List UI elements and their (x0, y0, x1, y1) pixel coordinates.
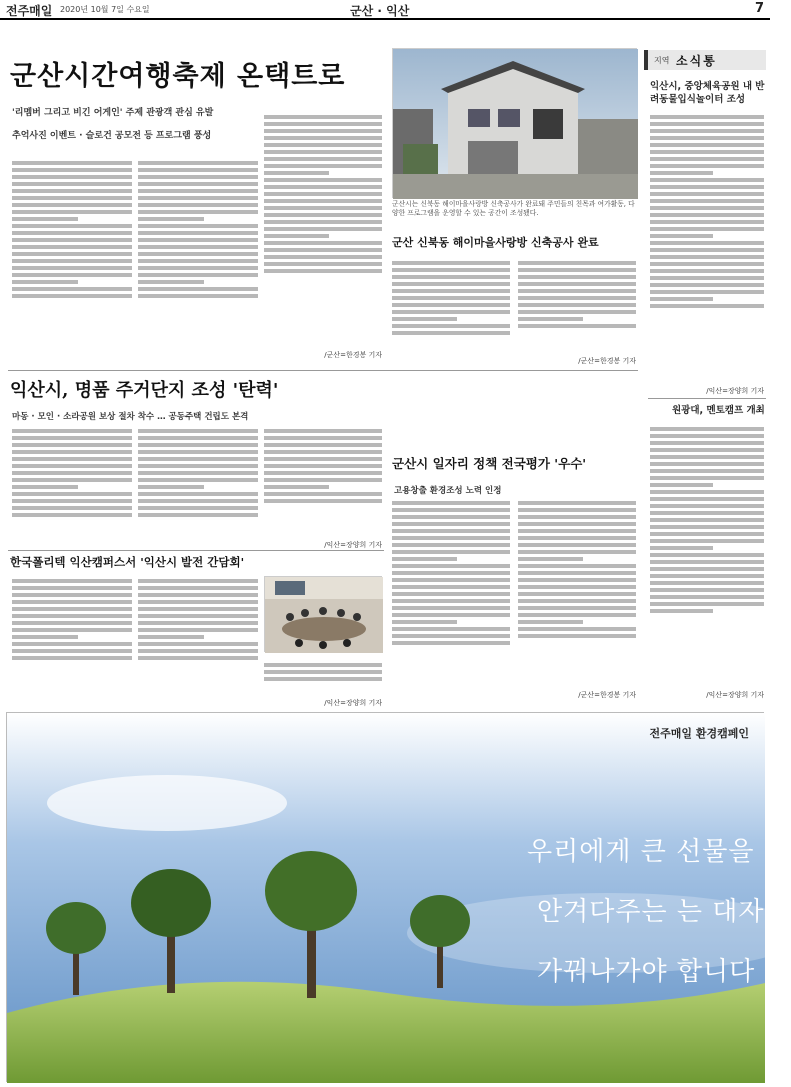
text-line (138, 238, 258, 242)
text-line (518, 508, 636, 512)
text-line (264, 450, 382, 454)
text-line (518, 564, 636, 568)
text-line (12, 189, 132, 193)
text-line (392, 634, 510, 638)
text-line (138, 203, 258, 207)
housing-body-col-2 (138, 426, 258, 550)
text-line (392, 564, 510, 568)
text-line (138, 245, 258, 249)
text-line (650, 455, 764, 459)
text-line (138, 499, 258, 503)
housing-byline: /익산=장양희 기자 (324, 541, 382, 549)
text-line (650, 164, 764, 168)
text-line (392, 592, 510, 596)
text-line (650, 297, 713, 301)
text-line (392, 303, 510, 307)
text-line (518, 275, 636, 279)
community-headline: 군산 신북동 해이마을사랑방 신축공사 완료 (392, 236, 599, 249)
text-line (138, 600, 258, 604)
text-line (138, 635, 204, 639)
text-line (138, 513, 258, 517)
text-line (518, 585, 636, 589)
text-line (392, 613, 510, 617)
community-byline: /군산=한경봉 기자 (578, 357, 636, 365)
text-line (12, 600, 132, 604)
text-line (650, 469, 764, 473)
festival-subhead-2: 추억사진 이벤트 · 슬로건 공모전 등 프로그램 풍성 (12, 131, 212, 141)
text-line (264, 122, 382, 126)
text-line (650, 157, 764, 161)
text-line (518, 599, 636, 603)
text-line (138, 586, 258, 590)
text-line (650, 255, 764, 259)
text-line (392, 571, 510, 575)
text-line (12, 579, 132, 583)
text-line (12, 287, 132, 291)
text-line (138, 621, 258, 625)
text-line (264, 429, 382, 433)
text-line (264, 206, 382, 210)
lit-body-col-1 (12, 576, 132, 698)
text-line (138, 196, 258, 200)
housing-body-col-3 (264, 426, 382, 538)
text-line (392, 529, 510, 533)
text-line (518, 571, 636, 575)
text-line (518, 268, 636, 272)
text-line (12, 471, 132, 475)
text-line (264, 492, 382, 496)
sidebar-item2-byline: /익산=장양희 기자 (706, 691, 764, 699)
text-line (138, 168, 258, 172)
text-line (138, 656, 258, 660)
text-line (392, 620, 457, 624)
text-line (518, 282, 636, 286)
text-line (264, 143, 382, 147)
newspaper-name: 전주매일 (6, 4, 53, 18)
text-line (12, 217, 78, 221)
text-line (650, 185, 764, 189)
text-line (138, 266, 258, 270)
community-body-col-1 (392, 258, 510, 364)
text-line (12, 245, 132, 249)
text-line (264, 471, 382, 475)
housing-body-col-1 (12, 426, 132, 550)
text-line (392, 641, 510, 645)
meeting-photo (264, 576, 382, 652)
text-line (12, 238, 132, 242)
text-line (12, 266, 132, 270)
text-line (392, 296, 510, 300)
text-line (12, 506, 132, 510)
text-line (138, 259, 258, 263)
housing-subhead: 마동 · 모인 · 소라공원 보상 절차 착수 … 공동주택 건립도 본격 (12, 412, 249, 422)
text-line (12, 175, 132, 179)
policy-subhead: 고용창출 환경조성 노력 인정 (394, 486, 502, 496)
building-photo (392, 48, 637, 198)
sidebar-item1-byline: /익산=장양희 기자 (706, 387, 764, 395)
text-line (650, 122, 764, 126)
text-line (12, 168, 132, 172)
section-divider (8, 370, 638, 371)
policy-headline: 군산시 일자리 정책 전국평가 '우수' (392, 456, 587, 471)
text-line (138, 614, 258, 618)
environment-campaign-ad (6, 712, 791, 1082)
ad-slogan-line-1: 우리에게 큰 선물을 (527, 837, 755, 867)
policy-body-col-2 (518, 498, 636, 688)
text-line (650, 304, 764, 308)
text-line (12, 607, 132, 611)
text-line (264, 129, 382, 133)
text-line (650, 490, 764, 494)
text-line (650, 560, 764, 564)
building-photo-caption: 군산시는 신북동 해이마을사랑방 신축공사가 완료돼 주민들의 친목과 여가활동, 다양한 프로그램을 운영할 수 있는 공간이 조성됐다. (392, 200, 635, 217)
text-line (12, 210, 132, 214)
text-line (518, 627, 636, 631)
text-line (138, 287, 258, 291)
text-line (518, 578, 636, 582)
text-line (392, 289, 510, 293)
text-line (12, 450, 132, 454)
sidebar-header (644, 50, 766, 70)
text-line (12, 499, 132, 503)
text-line (392, 522, 510, 526)
text-line (138, 189, 258, 193)
meeting-illustration (265, 577, 383, 653)
sidebar-tag: 지역 (654, 56, 670, 65)
text-line (650, 448, 764, 452)
text-line (650, 115, 764, 119)
text-line (138, 217, 204, 221)
text-line (392, 627, 510, 631)
text-line (518, 529, 636, 533)
text-line (138, 471, 258, 475)
text-line (392, 550, 510, 554)
building-illustration (393, 49, 638, 199)
text-line (12, 182, 132, 186)
text-line (264, 227, 382, 231)
text-line (650, 276, 764, 280)
text-line (12, 203, 132, 207)
section-title: 군산 · 익산 (350, 4, 410, 18)
text-line (264, 115, 382, 119)
text-line (518, 613, 636, 617)
text-line (12, 252, 132, 256)
issue-date: 2020년 10월 7일 수요일 (60, 5, 150, 14)
text-line (12, 656, 132, 660)
text-line (650, 581, 764, 585)
text-line (138, 210, 258, 214)
text-line (650, 595, 764, 599)
sidebar-item2-body (650, 424, 764, 686)
text-line (138, 450, 258, 454)
text-line (138, 294, 258, 298)
community-body-col-2 (518, 258, 636, 354)
text-line (12, 492, 132, 496)
text-line (12, 593, 132, 597)
policy-byline: /군산=한경봉 기자 (578, 691, 636, 699)
text-line (650, 546, 713, 550)
text-line (650, 220, 764, 224)
text-line (12, 586, 132, 590)
text-line (12, 443, 132, 447)
text-line (518, 324, 636, 328)
sidebar-divider (648, 398, 766, 399)
text-line (392, 578, 510, 582)
text-line (264, 248, 382, 252)
text-line (392, 268, 510, 272)
text-line (138, 252, 258, 256)
text-line (650, 283, 764, 287)
text-line (518, 289, 636, 293)
text-line (518, 317, 583, 321)
text-line (264, 262, 382, 266)
text-line (12, 196, 132, 200)
text-line (518, 261, 636, 265)
festival-body-col-2 (138, 158, 258, 356)
text-line (650, 574, 764, 578)
text-line (650, 532, 764, 536)
text-line (650, 483, 713, 487)
text-line (650, 150, 764, 154)
text-line (138, 649, 258, 653)
text-line (650, 518, 764, 522)
text-line (12, 485, 78, 489)
text-line (138, 175, 258, 179)
text-line (650, 234, 713, 238)
text-line (138, 464, 258, 468)
text-line (138, 506, 258, 510)
text-line (12, 280, 78, 284)
text-line (650, 206, 764, 210)
text-line (392, 508, 510, 512)
text-line (650, 241, 764, 245)
text-line (650, 525, 764, 529)
text-line (264, 234, 329, 238)
text-line (12, 224, 132, 228)
text-line (518, 310, 636, 314)
text-line (392, 275, 510, 279)
text-line (12, 478, 132, 482)
text-line (650, 504, 764, 508)
text-line (12, 635, 78, 639)
text-line (650, 269, 764, 273)
text-line (12, 436, 132, 440)
text-line (264, 457, 382, 461)
lit-headline: 한국폴리텍 익산캠퍼스서 '익산시 발전 간담회' (10, 555, 245, 569)
sidebar-item1-headline: 익산시, 중앙체육공원 내 반려동물입식놀이터 조성 (650, 81, 765, 105)
text-line (138, 182, 258, 186)
text-line (264, 499, 382, 503)
ad-slogan-line-2: 안겨다주는 는 대자연 (537, 897, 791, 927)
masthead (0, 0, 770, 20)
text-line (650, 248, 764, 252)
text-line (392, 606, 510, 610)
text-line (12, 273, 132, 277)
text-line (650, 290, 764, 294)
text-line (264, 171, 329, 175)
festival-subhead-1: '리멤버 그리고 비긴 어게인' 주제 관광객 관심 유발 (12, 108, 214, 118)
text-line (138, 607, 258, 611)
text-line (650, 539, 764, 543)
text-line (264, 269, 382, 273)
text-line (518, 303, 636, 307)
text-line (650, 171, 713, 175)
text-line (650, 427, 764, 431)
text-line (518, 550, 636, 554)
text-line (650, 588, 764, 592)
page-number: 7 (754, 1, 764, 16)
text-line (264, 436, 382, 440)
lit-body-col-2 (138, 576, 258, 698)
text-line (392, 585, 510, 589)
text-line (518, 501, 636, 505)
text-line (12, 231, 132, 235)
text-line (518, 606, 636, 610)
text-line (264, 164, 382, 168)
festival-body-col-1 (12, 158, 132, 356)
text-line (392, 261, 510, 265)
text-line (392, 599, 510, 603)
text-line (264, 663, 382, 667)
text-line (650, 227, 764, 231)
text-line (518, 557, 583, 561)
text-line (138, 443, 258, 447)
text-line (392, 543, 510, 547)
housing-headline: 익산시, 명품 주거단지 조성 '탄력' (10, 380, 279, 401)
text-line (264, 220, 382, 224)
text-line (650, 609, 713, 613)
text-line (12, 259, 132, 263)
text-line (650, 192, 764, 196)
text-line (264, 213, 382, 217)
text-line (264, 478, 382, 482)
text-line (518, 515, 636, 519)
text-line (264, 677, 382, 681)
text-line (392, 501, 510, 505)
text-line (650, 476, 764, 480)
text-line (650, 213, 764, 217)
text-line (650, 178, 764, 182)
text-line (518, 522, 636, 526)
text-line (12, 429, 132, 433)
text-line (518, 536, 636, 540)
sidebar-item1-body (650, 112, 764, 384)
text-line (392, 310, 510, 314)
text-line (650, 553, 764, 557)
text-line (518, 620, 583, 624)
text-line (518, 634, 636, 638)
text-line (138, 224, 258, 228)
text-line (650, 143, 764, 147)
text-line (138, 280, 204, 284)
text-line (264, 192, 382, 196)
text-line (264, 241, 382, 245)
festival-body-col-3 (264, 112, 382, 338)
text-line (264, 199, 382, 203)
text-line (12, 457, 132, 461)
text-line (138, 457, 258, 461)
sidebar-title: 소식통 (676, 54, 717, 68)
text-line (650, 511, 764, 515)
text-line (264, 670, 382, 674)
section-divider-2 (8, 550, 384, 551)
text-line (392, 324, 510, 328)
text-line (264, 157, 382, 161)
text-line (650, 567, 764, 571)
text-line (138, 273, 258, 277)
text-line (12, 628, 132, 632)
text-line (264, 485, 329, 489)
text-line (392, 515, 510, 519)
text-line (138, 436, 258, 440)
text-line (138, 593, 258, 597)
text-line (264, 136, 382, 140)
text-line (650, 497, 764, 501)
policy-body-col-1 (392, 498, 510, 698)
text-line (392, 282, 510, 286)
text-line (138, 485, 204, 489)
text-line (650, 462, 764, 466)
text-line (392, 557, 457, 561)
sidebar-item2-headline: 원광대, 멘토캠프 개최 (672, 405, 765, 416)
text-line (392, 536, 510, 540)
text-line (138, 429, 258, 433)
text-line (392, 331, 510, 335)
text-line (650, 199, 764, 203)
festival-headline: 군산시간여행축제 온택트로 (10, 61, 346, 92)
text-line (264, 255, 382, 259)
text-line (650, 602, 764, 606)
text-line (138, 478, 258, 482)
text-line (650, 441, 764, 445)
text-line (264, 178, 382, 182)
text-line (12, 621, 132, 625)
text-line (138, 231, 258, 235)
ad-campaign-label: 전주매일 환경캠페인 (649, 727, 749, 740)
text-line (518, 543, 636, 547)
text-line (264, 185, 382, 189)
text-line (138, 161, 258, 165)
text-line (138, 642, 258, 646)
text-line (392, 317, 457, 321)
text-line (650, 136, 764, 140)
text-line (518, 296, 636, 300)
text-line (12, 161, 132, 165)
lit-body-col-3 (264, 660, 382, 696)
text-line (138, 628, 258, 632)
text-line (12, 464, 132, 468)
text-line (650, 129, 764, 133)
text-line (12, 649, 132, 653)
text-line (518, 592, 636, 596)
text-line (650, 262, 764, 266)
text-line (264, 464, 382, 468)
festival-byline: /군산=한경봉 기자 (324, 351, 382, 359)
text-line (12, 614, 132, 618)
text-line (264, 150, 382, 154)
text-line (138, 492, 258, 496)
text-line (12, 294, 132, 298)
text-line (264, 443, 382, 447)
text-line (12, 642, 132, 646)
ad-slogan-line-3: 가꿔나가야 합니다 (537, 957, 756, 987)
text-line (12, 513, 132, 517)
text-line (138, 579, 258, 583)
text-line (650, 434, 764, 438)
lit-byline: /익산=장양희 기자 (324, 699, 382, 707)
